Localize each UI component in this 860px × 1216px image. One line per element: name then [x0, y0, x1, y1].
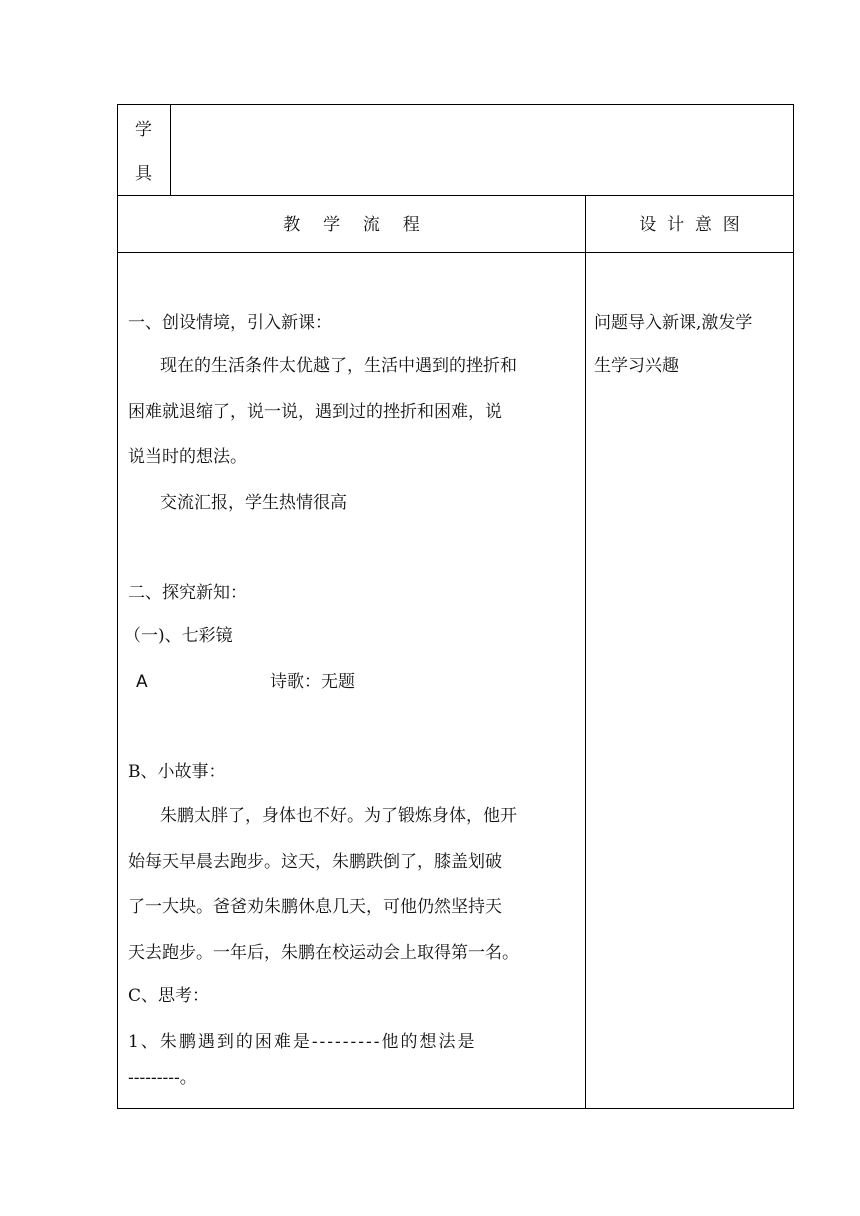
- xueju-label-2: 具: [135, 164, 152, 184]
- section2-title: 二、探究新知：: [128, 583, 247, 603]
- row-divider-1: [118, 195, 793, 196]
- item-a-text: 诗歌：无题: [270, 672, 355, 692]
- s1-para1-line2: 困难就退缩了，说一说，遇到过的挫折和困难，说: [128, 402, 502, 422]
- item-a-label: A: [136, 672, 148, 692]
- intent-line-2: 生学习兴趣: [594, 356, 679, 376]
- section1-title: 一、创设情境，引入新课：: [128, 313, 332, 333]
- column-divider: [585, 195, 586, 1108]
- story-line-2: 始每天早晨去跑步。这天，朱鹏跌倒了，膝盖划破: [128, 852, 502, 872]
- question1-line2: ---------。: [128, 1068, 197, 1088]
- story-line-3: 了一大块。爸爸劝朱鹏休息几天，可他仍然坚持天: [128, 897, 502, 917]
- section2-subtitle: （一)、七彩镜: [124, 626, 233, 646]
- item-b-title: B、小故事：: [128, 762, 226, 782]
- s1-para2: 交流汇报，学生热情很高: [160, 493, 347, 513]
- intent-title: 设 计 意 图: [639, 215, 740, 235]
- xueju-divider: [170, 105, 171, 195]
- lesson-table: [117, 104, 794, 1109]
- question1-line1: 1、朱鹏遇到的困难是---------他的想法是: [128, 1032, 477, 1052]
- s1-para1-line3: 说当时的想法。: [128, 447, 247, 467]
- story-line-1: 朱鹏太胖了，身体也不好。为了锻炼身体，他开: [160, 806, 517, 826]
- xueju-label-1: 学: [135, 120, 152, 140]
- intent-line-1: 问题导入新课,激发学: [594, 313, 753, 333]
- item-c-title: C、思考：: [128, 986, 210, 1006]
- story-line-4: 天去跑步。一年后，朱鹏在校运动会上取得第一名。: [128, 943, 519, 963]
- s1-para1-line1: 现在的生活条件太优越了，生活中遇到的挫折和: [160, 356, 517, 376]
- flow-title: 教 学 流 程: [283, 215, 420, 235]
- row-divider-2: [118, 252, 793, 253]
